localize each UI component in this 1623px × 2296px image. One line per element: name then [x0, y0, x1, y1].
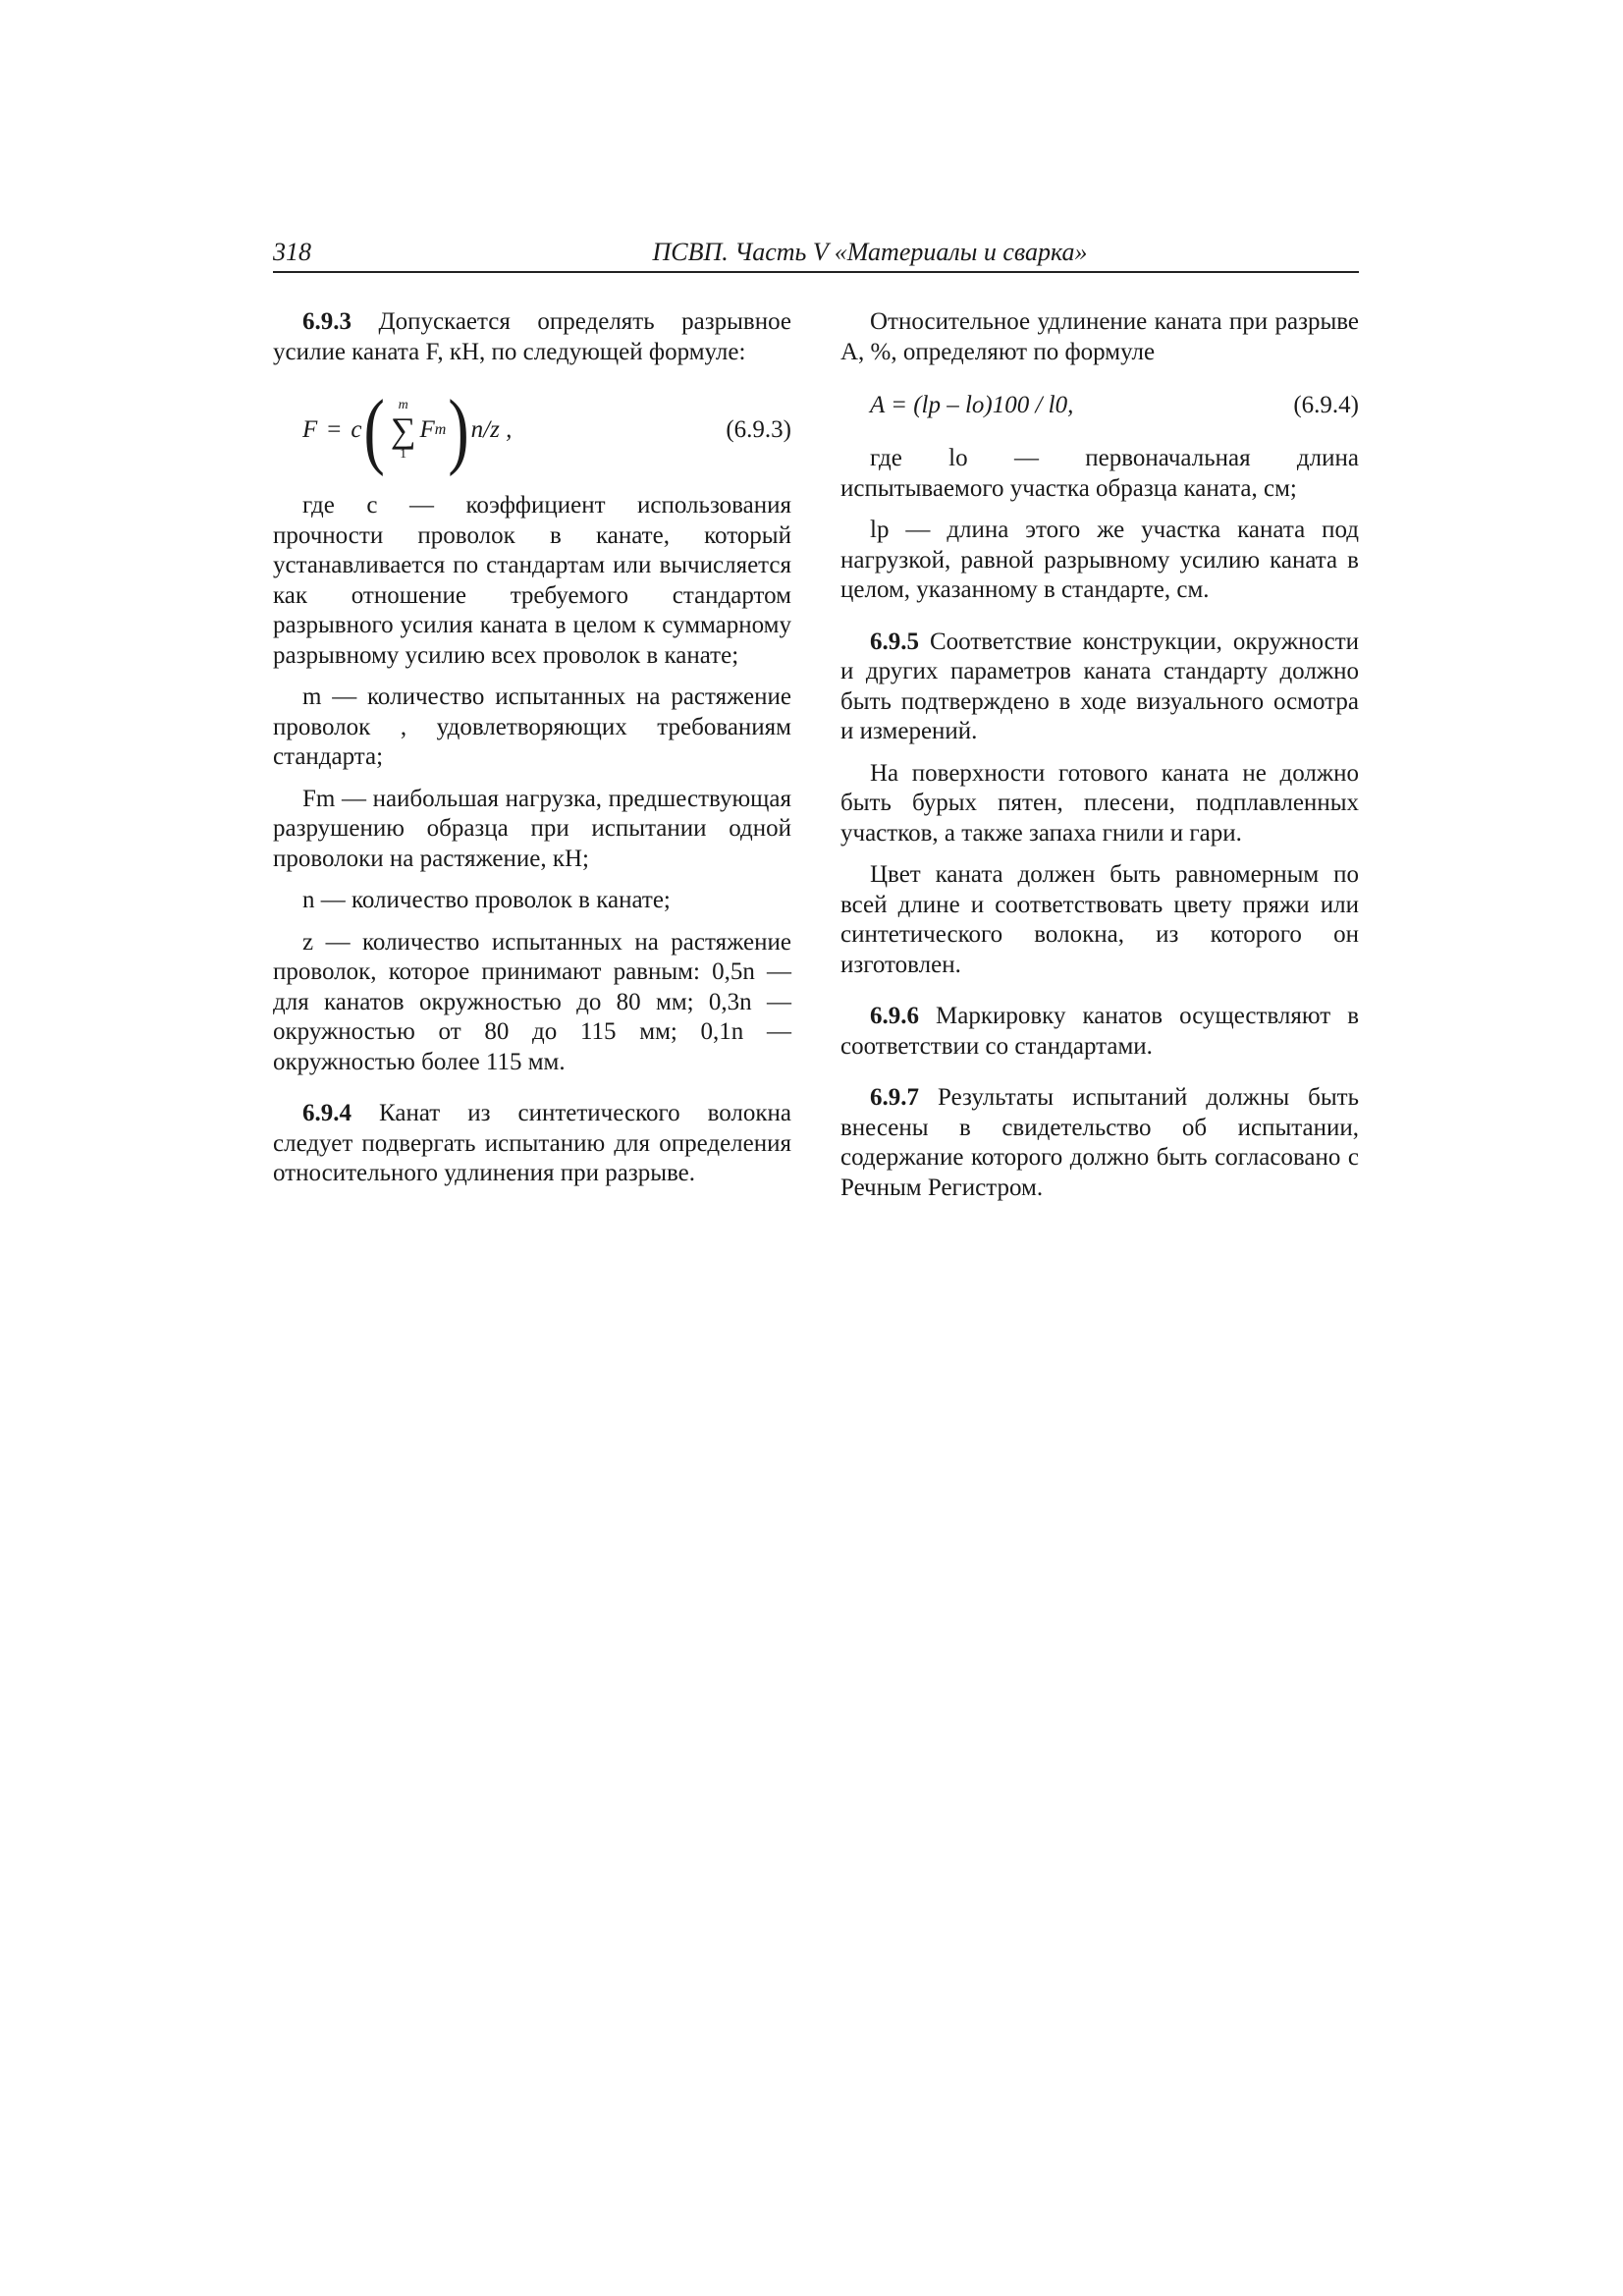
definition-c: где c — коэффициент использования прочности проволок в канате, который устанавливается по стандартам или вычисляется как отношение требуемого стандартом разрывного усилия каната в целом к суммарному разрывному усилию всех проволок в канате; [273, 492, 791, 669]
running-title: ПСВП. Часть V «Материалы и сварка» [652, 238, 1088, 266]
definition-z: z — количество испытанных на растяжение проволок, которое принимают равным: 0,5n — для канатов окружностью до 80 мм; 0,3n — окружностью от 80 до 115 мм; 0,1n — окружностью более 115 мм. [273, 928, 791, 1075]
section-text: Допускается определять разрывное усилие каната F, кН, по следующей формуле: [273, 308, 792, 365]
section-text: Результаты испытаний должны быть внесены в свидетельство об испытании, содержание которого должно быть согласовано с Речным Регистром. [840, 1084, 1360, 1201]
definition-m: m — количество испытанных на растяжение проволок , удовлетворяющих требованиям стандарта; [273, 683, 791, 770]
section-number: 6.9.7 [870, 1084, 919, 1111]
elongation-intro: Относительное удлинение каната при разрыве A, %, определяют по формуле [840, 308, 1359, 365]
section-text: Соответствие конструкции, окружности и других параметров каната стандарту должно быть подтверждено в ходе визуального осмотра и измерений. [840, 628, 1359, 744]
section-text: Маркировку канатов осуществляют в соответствии со стандартами. [840, 1003, 1359, 1060]
formula-expression: A = (lp – lo)100 / l0, [870, 391, 1074, 418]
section-number: 6.9.4 [302, 1100, 352, 1126]
color-requirements: Цвет каната должен быть равномерным по всей длине и соответствовать цвету пряжи или синтетического волокна, из которого он изготовлен. [840, 861, 1359, 978]
sum-upper-limit: m [398, 398, 408, 412]
sum-symbol: ∑ [390, 410, 416, 450]
section-text: Канат из синтетического волокна следует подвергать испытанию для определения относительного удлинения при разрыве. [273, 1100, 791, 1186]
section-6-9-7 [840, 1083, 1359, 1203]
section-number: 6.9.3 [302, 308, 352, 335]
running-header [273, 236, 1359, 273]
definition-lp: lp — длина этого же участка каната под нагрузкой, равной разрывному усилию каната в целом, указанному в стандарте, см. [840, 517, 1359, 603]
equation-number: (6.9.3) [726, 415, 791, 443]
formula-term-subscript: m [434, 420, 447, 438]
left-paren: ( [363, 382, 385, 477]
formula-term: F [419, 415, 435, 443]
right-paren: ) [448, 382, 469, 477]
formula-tail: n/z , [470, 415, 513, 443]
section-6-9-4 [273, 1099, 791, 1189]
formula-coefficient: c [351, 415, 362, 443]
definition-lo: где lo — первоначальная длина испытываемого участка образца каната, см; [840, 445, 1359, 502]
formula-equals: = [327, 415, 342, 443]
section-number: 6.9.5 [870, 628, 919, 655]
formula-lhs: F [302, 415, 318, 443]
section-6-9-3 [273, 307, 791, 367]
section-6-9-6 [840, 1002, 1359, 1062]
sum-lower-limit: 1 [400, 447, 407, 462]
definition-fm: Fm — наибольшая нагрузка, предшествующая разрушению образца при испытании одной проволоки на растяжение, кН; [273, 785, 791, 872]
formula-6-9-3 [273, 383, 791, 477]
formula-6-9-4 [840, 381, 1359, 430]
section-number: 6.9.6 [870, 1003, 919, 1029]
right-column [840, 307, 1359, 1203]
surface-requirements: На поверхности готового каната не должно быть бурых пятен, плесени, подплавленных участков, а также запаха гнили и гари. [840, 759, 1359, 847]
sum-operator [391, 399, 416, 462]
page-number: 318 [273, 238, 311, 266]
section-6-9-5 [840, 628, 1359, 747]
formula-expression [302, 383, 512, 477]
left-column [273, 307, 791, 1189]
definition-n: n — количество проволок в канате; [302, 887, 671, 913]
equation-number: (6.9.4) [1293, 391, 1359, 418]
